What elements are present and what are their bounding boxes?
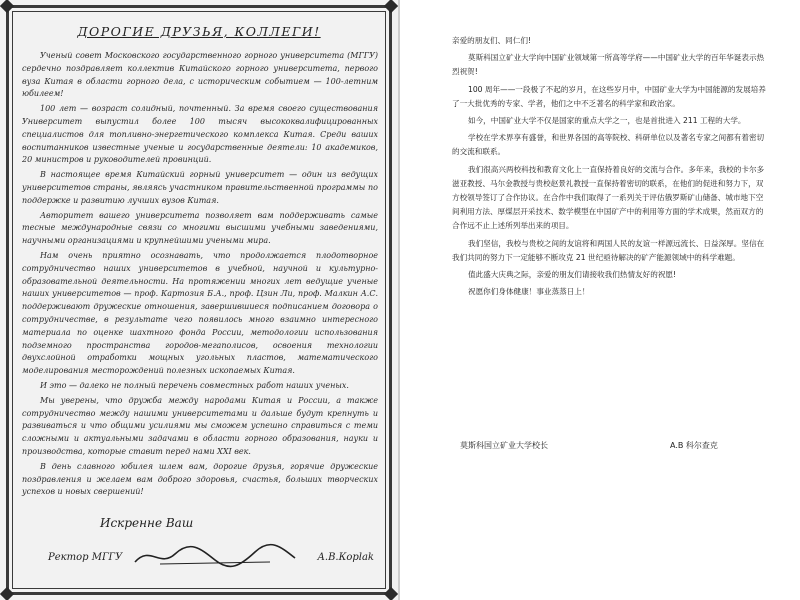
paragraph: Мы уверены, что дружба между народами Китая и России, а также сотрудничество между нашими университетами и дальше будут крепнуть и развиваться и что общими усилиями мы сможем успешно справиться с теми сложными и актуальными задачами в области горного образования, науки и производства, которые ставит перед нами XXI век.	[22, 395, 378, 456]
paragraph: 100 лет — возраст солидный, почтенный. За время своего существования Университет выпустил более 100 тысяч высококвалифицированных специалистов для топливно-энергетического комплекса Китая. Среди ваших воспитанников известные ученые и государственные деятели: 10 академиков, 20 министров и руководителей провинций.	[22, 104, 378, 165]
signature-row	[48, 552, 374, 570]
paragraph: Авторитет вашего университета позволяет вам поддерживать самые тесные международные связи со многими высшими учебными заведениями, научными организациями и крупнейшими учеными мира.	[22, 210, 378, 246]
signature-name: A.B 科尔查克	[670, 441, 718, 450]
paragraph: 莫斯科国立矿业大学向中国矿业领域第一所高等学府——中国矿业大学的百年华诞表示热烈祝贺!	[452, 53, 765, 77]
paragraph: 祝愿你们身体健康！事业蒸蒸日上！	[468, 287, 590, 297]
paragraph: 学校在学术界享有盛誉，和世界各国的高等院校、科研单位以及著名专家之间都有着密切的交流和联系。	[452, 133, 765, 157]
letter-title: ДОРОГИЕ ДРУЗЬЯ, КОЛЛЕГИ!	[77, 24, 321, 39]
russian-letter-page	[0, 0, 398, 600]
paragraph: 如今，中国矿业大学不仅是国家的重点大学之一，也是首批进入 211 工程的大学。	[468, 116, 746, 126]
paragraph: И это — далеко не полный перечень совместных работ наших ученых.	[40, 380, 349, 390]
paragraph: 100 周年——一段极了不起的岁月，在这些岁月中，中国矿业大学为中国能源的发展培养了一大批优秀的专家、学者，他们之中不乏著名的科学家和政治家。	[452, 84, 766, 108]
paragraph: Ученый совет Московского государственного горного университета (МГГУ) сердечно поздравляет коллектив Китайского горного университета, первого вуза Китая в области горного дела, с историческим событием — 100-летним юбилеем!	[22, 51, 378, 99]
paragraph: В настоящее время Китайский горный университет — один из ведущих университетов страны, являясь участником правительственной программы по поддержке и развитию лучших вузов Китая.	[22, 170, 378, 205]
letter-body	[452, 34, 770, 302]
paragraph: 我们很高兴两校科技和教育文化上一直保持着良好的交流与合作。多年来，我校的卡尔多滋亚教授、马尔金教授与贵校赵景礼教授一直保持着密切的联系，在他们的促进和努力下，双方校领导签订了合作协议。在合作中我们取得了一系列关于评估俄罗斯矿山储备、城市地下空间利用方法、厚煤层开采技术、数学模型在中国矿产中的利用等方面的学术成果，然而双方的合作远不止上述所列举出来的项目。	[452, 164, 765, 231]
paragraph: Нам очень приятно осознавать, что продолжается плодотворное сотрудничество наших университетов в учебной, научной и культурно-образовательной деятельности. На протяжении многих лет ведущие ученые наших университетов — проф. Картозия Б.А., проф. Цзин Ли, проф. Малкин А.С. поддерживают дружеские отношения, завершившиеся подписанием договора о сотрудничестве, в результате чего появилось много взаимно интересного материала по оценке шахтного фонда России, методологии использования подземного пространства городов-мегаполисов, освоения технологии двухслойной отработки мощных угольных пластов, математического моделирования месторождений полезных ископаемых Китая.	[22, 250, 378, 376]
letter-body	[22, 50, 378, 501]
salutation: 亲爱的朋友们、同仁们!	[452, 36, 531, 45]
paragraph: В день славного юбилея шлем вам, дорогие друзья, горячие дружеские поздравления и желаем вам доброго здоровья, счастья, больших творческих успехов и новых свершений!	[22, 461, 378, 497]
paragraph: 值此盛大庆典之际，亲爱的朋友们请接收我们热情友好的祝愿!	[468, 270, 677, 280]
chinese-letter-page	[400, 0, 800, 600]
signature-title: Ректор МГГУ	[48, 552, 123, 563]
signature-title: 莫斯科国立矿业大学校长	[460, 441, 548, 450]
signature-row	[460, 440, 760, 456]
signature-name: А.В.Корlak	[317, 552, 374, 563]
paragraph: 我们坚信，我校与贵校之间的友谊将和两国人民的友谊一样源远流长、日益深厚。坚信在我们共同的努力下一定能够不断攻克 21 世纪亟待解决的矿产能源领域中的科学难题。	[452, 238, 765, 262]
closing-handwritten: Искренне Ваш	[100, 516, 194, 530]
